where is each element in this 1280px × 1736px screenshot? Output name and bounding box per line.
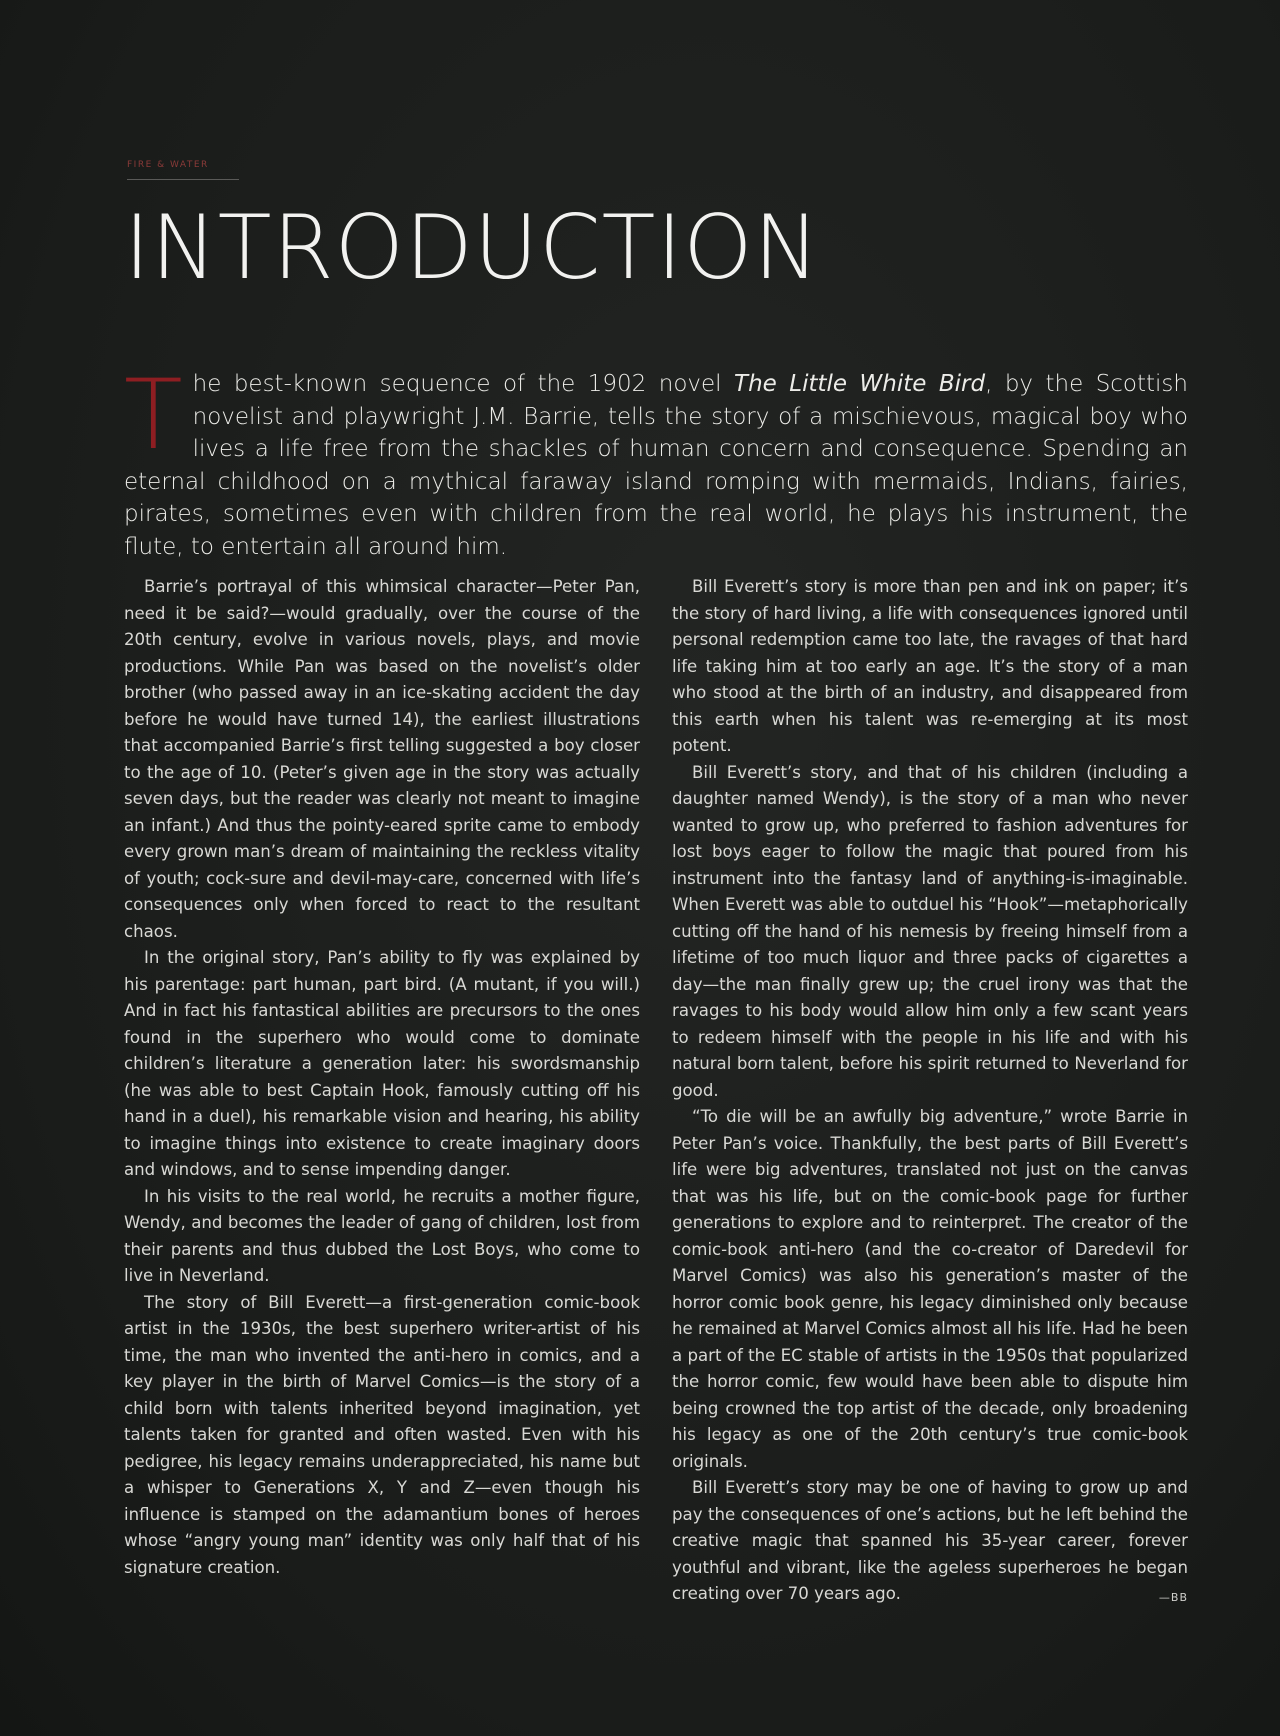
body-paragraph: The story of Bill Everett—a first-generation comic-book artist in the 1930s, the best superhero writer-artist of his time, the man who invented the anti-hero in comics, and a key player in the birth of Marvel Comics—is the story of a child born with talents inherited beyond imagination, yet talents taken for granted and often wasted. Even with his pedigree, his legacy remains underappreciated, his name but a whisper to Generations X, Y and Z—even though his influence is stamped on the adamantium bones of heroes whose “angry young man” identity was only half that of his signature creation. (124, 1292, 640, 1577)
left-column (124, 574, 640, 1581)
right-column (672, 574, 1188, 1612)
final-paragraph-text: Bill Everett’s story may be one of having to grow up and pay the consequences of one’s actions, but he left behind the creative magic that spanned his 35-year career, forever youthful and vibrant, like the ageless superheroes he began creating over 70 years ago. (672, 1478, 1188, 1603)
intro-paragraph (124, 359, 1188, 563)
body-paragraph: Barrie’s portrayal of this whimsical character—Peter Pan, need it be said?—would gradually, over the course of the 20th century, evolve in various novels, plays, and movie productions. While Pan was based on the novelist’s older brother (who passed away in an ice-skating accident the day before he would have turned 14), the earliest illustrations that accompanied Barrie’s first telling suggested a boy closer to the age of 10. (Peter’s given age in the story was actually seven days, but the reader was clearly not meant to imagine an infant.) And thus the pointy-eared sprite came to embody every grown man’s dream of maintaining the reckless vitality of youth; cock-sure and devil-may-care, concerned with life’s consequences only when forced to react to the resultant chaos. (124, 577, 640, 941)
page-title: INTRODUCTION (124, 196, 821, 299)
body-paragraph: In his visits to the real world, he recruits a mother figure, Wendy, and becomes the leader of gang of children, lost from their parents and thus dubbed the Lost Boys, who come to live in Neverland. (124, 1186, 640, 1285)
intro-book-title: The Little White Bird (734, 371, 986, 397)
body-paragraph: Bill Everett’s story is more than pen and ink on paper; it’s the story of hard living, a life with consequences ignored until personal redemption came too late, the ravages of that hard life taking him at too early an age. It’s the story of a man who stood at the birth of an industry, and disappeared from this earth when his talent was re-emerging at its most potent. (672, 577, 1188, 755)
author-signoff: —BB (1158, 1591, 1188, 1604)
body-paragraph-final (672, 1475, 1188, 1608)
body-paragraph: In the original story, Pan’s ability to fly was explained by his parentage: part human, part bird. (A mutant, if you will.) And in fact his fantastical abilities are precursors to the ones found in the superhero who would come to dominate children’s literature a generation later: his swordsmanship (he was able to best Captain Hook, famously cutting off his hand in a duel), his remarkable vision and hearing, his ability to imagine things into existence to create imaginary doors and windows, and to sense impending danger. (124, 948, 640, 1179)
body-paragraph: “To die will be an awfully big adventure,” wrote Barrie in Peter Pan’s voice. Thankfully, the best parts of Bill Everett’s life were big adventures, translated not just on the canvas that was his life, but on the comic-book page for further generations to explore and to reinterpret. The creator of the comic-book anti-hero (and the co-creator of Daredevil for Marvel Comics) was also his generation’s master of the horror comic book genre, his legacy diminished only because he remained at Marvel Comics almost all his life. Had he been a part of the EC stable of artists in the 1950s that popularized the horror comic, few would have been able to dispute him being crowned the top artist of the decade, only broadening his legacy as one of the 20th century’s true comic-book originals. (672, 1107, 1188, 1471)
intro-text-start: he best-known sequence of the 1902 novel (192, 371, 735, 397)
section-rule (127, 179, 239, 180)
intro-text-end: , by the Scottish novelist and playwright J.M. Barrie, tells the story of a mischievous, magical boy who lives a life free from the shackles of human concern and consequence. Spending an eternal childhood on a mythical faraway island romping with mermaids, Indians, fairies, pirates, sometimes even with children from the real world, he plays his instrument, the flute, to entertain all around him. (124, 371, 1188, 560)
body-columns (124, 574, 1188, 1614)
body-paragraph: Bill Everett’s story, and that of his children (including a daughter named Wendy), is the story of a man who never wanted to grow up, who preferred to fashion adventures for lost boys eager to follow the magic that poured from his instrument into the fantasy land of anything-is-imaginable. When Everett was able to outduel his “Hook”—metaphorically cutting off the hand of his nemesis by freeing himself from a lifetime of too much liquor and three packs of cigarettes a day—the man finally grew up; the cruel irony was that the ravages to his body would allow him only a few scant years to redeem himself with the people in his life and with his natural born talent, before his spirit returned to Neverland for good. (672, 762, 1188, 1100)
drop-cap: T (124, 359, 183, 471)
section-label: FIRE & WATER (127, 160, 209, 170)
